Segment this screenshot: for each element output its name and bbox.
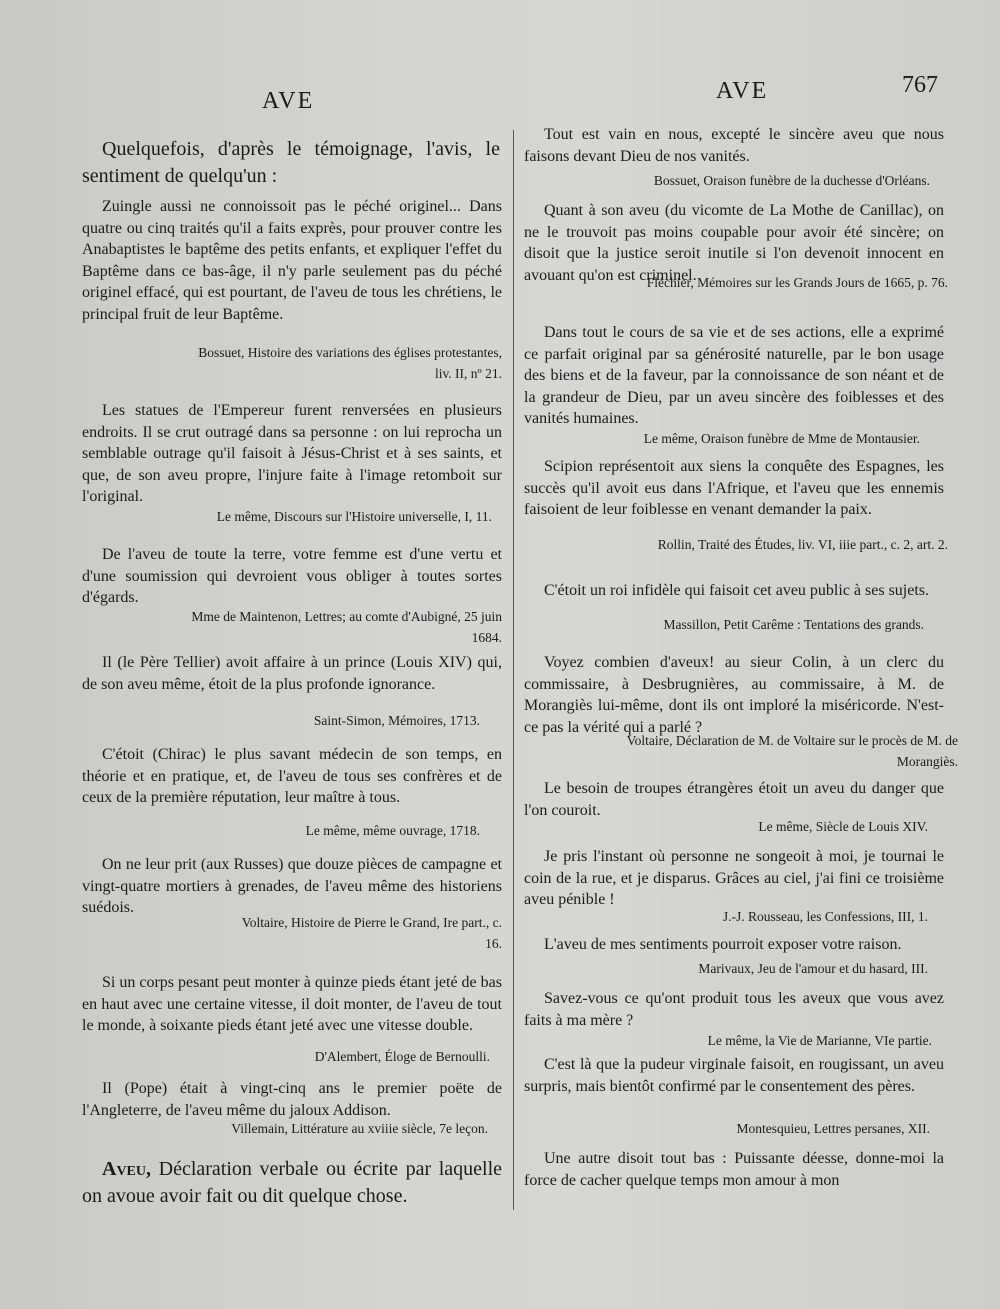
quote-source: Marivaux, Jeu de l'amour et du hasard, III. [698,961,928,976]
quote-source: Le même, Oraison funèbre de Mme de Montausier. [643,431,920,446]
head-word: Aveu, [102,1158,152,1180]
quote-source: D'Alembert, Éloge de Bernoulli. [314,1049,490,1064]
quote-text: C'étoit (Chirac) le plus savant médecin de son temps, en théorie et en pratique, et, de l'aveu de tous ses confrères et de ceux de la première réputation, leur maître à tous. [82,746,502,806]
quote-text: Dans tout le cours de sa vie et de ses actions, elle a exprimé ce parfait original par sa générosité naturelle, par le bon usage des biens et de la faveur, par la connoissance de son néant et de la grandeur de Dieu, par un aveu sincère des foiblesses et des vanités humaines. [524,324,944,427]
right-running-head: AVE [716,78,769,104]
quote-text: Quant à son aveu (du vicomte de La Mothe de Canillac), on ne le trouvoit pas moins coupable pour avoir été sincère; on disoit que la justice seroit inutile si l'on devenoit innocent en avouant qu'on est criminel. [524,202,944,284]
left-running-head: AVE [262,88,315,114]
quote-source: Le même, la Vie de Marianne, VIe partie. [707,1033,932,1048]
quote-source: Saint-Simon, Mémoires, 1713. [313,713,480,728]
quote-text: Scipion représentoit aux siens la conquête des Espagnes, les succès qu'il avoit eus dans l'Afrique, et l'aveu que les ennemis faisoient de leur foiblesse en venant demander la paix. [524,458,944,518]
quote-text: Si un corps pesant peut monter à quinze pieds étant jeté de bas en haut avec une certaine vitesse, il doit monter, de l'aveu de tout le monde, à soixante pieds étant jeté avec une vitesse double. [82,974,502,1034]
quote-text: C'étoit un roi infidèle qui faisoit cet aveu public à ses sujets. [544,582,930,599]
quote-source: Le même, Siècle de Louis XIV. [758,819,928,834]
quote-text: Le besoin de troupes étrangères étoit un aveu du danger que l'on couroit. [524,780,944,819]
definition-paragraph [82,1156,502,1210]
quote-text: L'aveu de mes sentiments pourroit exposer votre raison. [544,936,902,953]
quote-text: On ne leur prit (aux Russes) que douze pièces de campagne et vingt-quatre mortiers à grenades, de l'aveu même des historiens suédois. [82,856,502,916]
quote-source: Le même, Discours sur l'Histoire universelle, I, 11. [216,509,492,524]
quote-source: Bossuet, Histoire des variations des églises protestantes, liv. II, nº 21. [198,345,502,381]
quote-source: Voltaire, Histoire de Pierre le Grand, Ire part., c. 16. [241,915,502,951]
quote-text: Savez-vous ce qu'ont produit tous les aveux que vous avez faits à ma mère ? [524,990,944,1029]
intro-paragraph: Quelquefois, d'après le témoignage, l'avis, le sentiment de quelqu'un : [82,138,500,187]
quote-text: Les statues de l'Empereur furent renversées en plusieurs endroits. Il se crut outragé dans sa personne : on lui reprocha un semblable outrage qu'il faisoit à Jésus-Christ et à ses saints, et que, de son aveu propre, l'injure faite à l'image retomboit sur l'original. [82,402,502,505]
quote-source: Rollin, Traité des Études, liv. VI, iiie part., c. 2, art. 2. [657,537,948,552]
quote-source: Montesquieu, Lettres persanes, XII. [736,1121,930,1136]
quote-source: J.-J. Rousseau, les Confessions, III, 1. [722,909,928,924]
column-divider [513,130,514,1210]
quote-source: Mme de Maintenon, Lettres; au comte d'Aubigné, 25 juin 1684. [191,609,502,645]
definition-text: Déclaration verbale ou écrite par laquelle on avoue avoir fait ou dit quelque chose. [82,1158,503,1207]
quote-text: Voyez combien d'aveux! au sieur Colin, à un clerc du commissaire, à Desbrugnières, au commissaire, à M. de Morangiès lui-même, dont ils ont imploré la miséricorde. N'est-ce pas la vérité qui a parlé ? [524,654,944,736]
quote-source: Voltaire, Déclaration de M. de Voltaire sur le procès de M. de Morangiès. [626,733,958,769]
quote-text: Il (Pope) était à vingt-cinq ans le premier poëte de l'Angleterre, de l'aveu même du jaloux Addison. [82,1080,502,1119]
quote-text: Tout est vain en nous, excepté le sincère aveu que nous faisons devant Dieu de nos vanités. [524,126,944,165]
quote-source: Bossuet, Oraison funèbre de la duchesse d'Orléans. [653,173,930,188]
quote-text: C'est là que la pudeur virginale faisoit, en rougissant, un aveu surpris, mais bientôt confirmé par le consentement des pères. [524,1056,944,1095]
page-number: 767 [902,72,938,98]
quote-source: Massillon, Petit Carême : Tentations des grands. [663,617,924,632]
quote-source: Le même, même ouvrage, 1718. [305,823,480,838]
quote-text: Je pris l'instant où personne ne songeoit à moi, je tournai le coin de la rue, et je disparus. Grâces au ciel, j'ai fini ce troisième aveu pénible ! [524,848,944,908]
quote-text: Zuingle aussi ne connoissoit pas le péché originel... Dans quatre ou cinq traités qu'il a faits exprès, pour prouver contre les Anabaptistes le baptême des petits enfants, et expliquer l'effet du Baptême dans ce bas-âge, il n'y parle seulement pas du péché originel effacé, qui est pourtant, de l'aveu de tous les chrétiens, le principal fruit de leur Baptême. [82,198,502,323]
quote-text: Une autre disoit tout bas : Puissante déesse, donne-moi la force de cacher quelque temps mon amour à mon [524,1150,944,1189]
quote-text: Il (le Père Tellier) avoit affaire à un prince (Louis XIV) qui, de son aveu même, étoit de la plus profonde ignorance. [82,654,502,693]
quote-source: Fléchier, Mémoires sur les Grands Jours de 1665, p. 76. [646,275,948,290]
quote-source: Villemain, Littérature au xviiie siècle, 7e leçon. [231,1121,488,1136]
quote-text: De l'aveu de toute la terre, votre femme est d'une vertu et d'une soumission qui devroient vous obliger à toutes sortes d'égards. [82,546,502,606]
